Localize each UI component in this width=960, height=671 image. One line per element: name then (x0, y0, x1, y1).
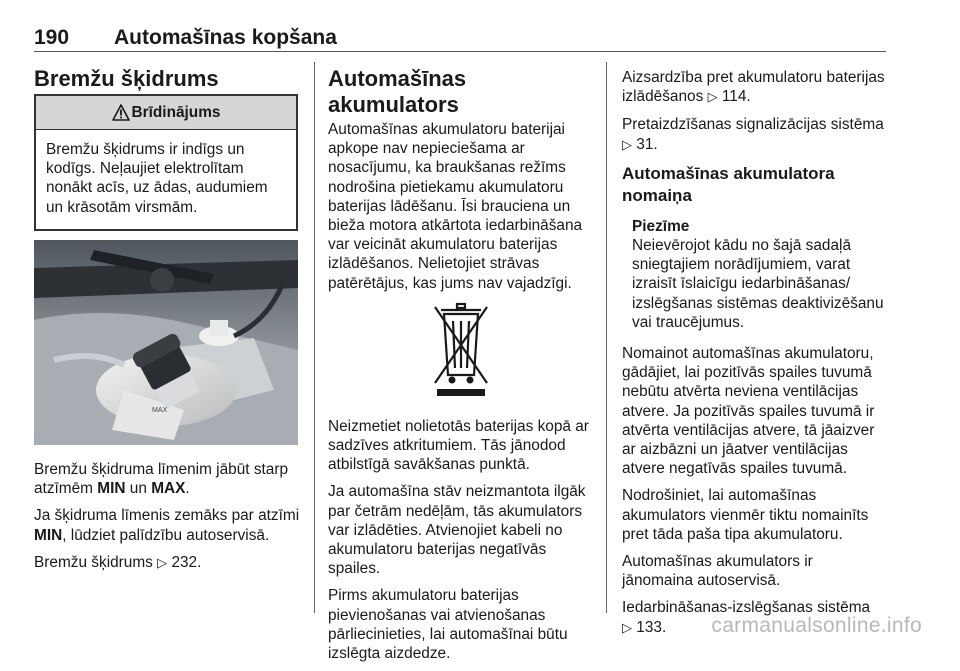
replacement-service-paragraph: Automašīnas akumulators ir jānomaina autoservisā. (622, 553, 813, 590)
column-battery (328, 66, 594, 671)
column-brake-fluid-text (34, 460, 304, 581)
battery-maintenance-paragraph: Automašīnas akumulatoru baterijai apkope nav nepieciešama ar nosacījumu, ka braukšanas režīms nodrošina pietiekamu akumulatoru baterijas lādēšanu. Īsi brauciena un bieža motora atkārtota iedarbināšana var veicināt akumulatoru baterijas izlādēšanos. Nelietojiet strāvas patērētājus, kas jums nav vajadzīgi. (328, 121, 583, 292)
section-heading-brake-fluid: Bremžu šķidrums (34, 66, 219, 91)
column-divider-2 (606, 62, 607, 613)
page-header (34, 26, 886, 52)
warning-title: Brīdinājums (131, 103, 221, 121)
section-heading-battery: Automašīnas akumulators (328, 66, 467, 117)
page-title: Automašīnas kopšana (114, 26, 337, 49)
note-title: Piezīme (632, 217, 690, 235)
battery-storage-paragraph: Ja automašīna stāv neizmantota ilgāk par četrām nedēļām, tās akumulators var izlādēties. Atvienojiet kabeli no akumulatoru baterijas negatīvās spailes. (328, 483, 586, 578)
warning-header (36, 96, 296, 130)
replacement-type-paragraph: Nodrošiniet, lai automašīnas akumulators vienmēr tiktu nomainīts pret tāda paša tipa akumulatoru. (622, 487, 869, 543)
warning-text: Bremžu šķidrums ir indīgs un kodīgs. Neļaujiet elektrolītam nonākt acīs, uz ādas, audumiem un krāsotām virsmām. (46, 141, 268, 216)
brake-fluid-reference: Bremžu šķidrums ▷ 232. (34, 553, 202, 571)
warning-box (34, 94, 298, 231)
note-box (622, 217, 888, 332)
brake-fluid-reservoir-photo (34, 240, 298, 445)
page-ref-icon: ▷ (622, 620, 632, 636)
column-divider-1 (314, 62, 315, 613)
brake-fluid-low-paragraph: Ja šķidruma līmenis zemāks par atzīmi MIN, lūdziet palīdzību autoservisā. (34, 507, 300, 544)
column-battery-replacement (622, 68, 888, 646)
discharge-protection-reference: Aizsardzība pret akumulatoru baterijas izlādēšanos ▷ 114. (622, 69, 885, 106)
engine-bay-illustration (34, 240, 298, 445)
page-number: 190 (34, 26, 70, 49)
stop-start-reference: Iedarbināšanas-izslēgšanas sistēma ▷ 133. (622, 599, 871, 636)
header-rule (34, 51, 886, 52)
brake-fluid-level-paragraph: Bremžu šķidruma līmenim jābūt starp atzīmēm MIN un MAX. (34, 461, 289, 498)
replacement-vent-paragraph: Nomainot automašīnas akumulatoru, gādājiet, lai pozitīvās spailes tuvumā nebūtu atvērta neviena ventilācijas atvere. Ja pozitīvās spailes tuvumā ir atvērta ventilācijas atvere, tā jāaizver ar aizbāzni un jāatver ventilācijas atvere negatīvās spailes tuvumā. (622, 345, 875, 478)
watermark: carmanualsonline.info (711, 614, 922, 637)
alarm-system-reference: Pretaizdzīšanas signalizācijas sistēma ▷ 31. (622, 116, 884, 153)
battery-disposal-paragraph: Neizmetiet nolietotās baterijas kopā ar sadzīves atkritumiem. Tās jānodod atbilstīgā savākšanas punktā. (328, 417, 589, 474)
section-heading-battery-replacement: Automašīnas akumulatora nomaiņa (622, 163, 835, 205)
crossed-bin-icon (431, 301, 491, 397)
page-ref-icon: ▷ (707, 90, 718, 106)
reservoir-max-label: MAX (152, 407, 168, 414)
battery-ignition-paragraph: Pirms akumulatoru baterijas pievienošanas vai atvienošanas pārliecinieties, lai automašīnai būtu izslēgta aizdedze. (328, 587, 568, 663)
page-ref-icon: ▷ (622, 137, 632, 153)
note-text: Neievērojot kādu no šajā sadaļā sniegtajiem norādījumiem, varat izraisīt īslaicīgu iedarbināšanas/ izslēgšanas sistēmas deaktivizēšanu vai traucējumus. (632, 237, 884, 331)
page-ref-icon: ▷ (157, 555, 168, 571)
warning-triangle-icon (112, 104, 130, 121)
column-brake-fluid (34, 66, 298, 231)
